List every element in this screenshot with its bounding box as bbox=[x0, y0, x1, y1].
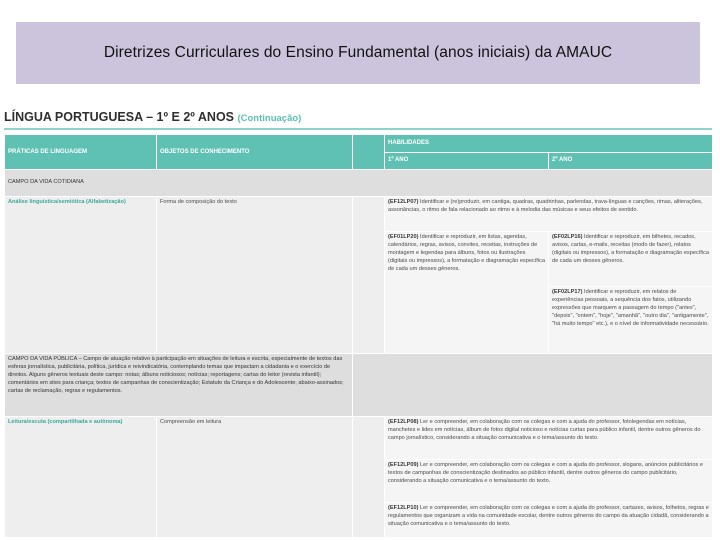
curriculum-table bbox=[4, 134, 713, 538]
col-header-habilidades: HABILIDADES bbox=[385, 135, 713, 153]
section-row bbox=[5, 354, 713, 417]
col-header-ano2: 2º ANO bbox=[549, 152, 713, 170]
habilidade-code: (EF12LP09) bbox=[388, 462, 419, 468]
section-title-cotidiana: CAMPO DA VIDA COTIDIANA bbox=[5, 170, 713, 197]
habilidade-cell-ano2 bbox=[549, 232, 713, 287]
table-row bbox=[5, 417, 713, 460]
pratica-text: Leitura/escuta (compartilhada e autônoma) bbox=[8, 419, 123, 425]
habilidade-text: Ler e compreender, em colaboração com os colegas e com a ajuda do professor, slogans, anúncios publicitários e textos de campanhas de conscientização destinados ao público infantil, dentre outros gêneros do campo publicitário, considerando a situação comunicativa e o tema/assunto do texto. bbox=[388, 462, 703, 484]
slide-title-box bbox=[16, 22, 700, 84]
habilidade-code: (EF01LP20) bbox=[388, 234, 419, 240]
habilidade-cell-ano2 bbox=[549, 287, 713, 354]
habilidade-code: (EF02LP17) bbox=[552, 289, 583, 295]
section-row bbox=[5, 170, 713, 197]
col-header-ano1: 1º ANO bbox=[385, 152, 549, 170]
curriculum-document bbox=[4, 108, 712, 538]
pratica-text: Análise linguística/semiótica (Alfabetização) bbox=[8, 199, 126, 205]
section-title-publica: CAMPO DA VIDA PÚBLICA – Campo de atuação relativo à participação em situações de leitura e escrita, especialmente de textos das esferas jornalística, publicitária, política, jurídica e reivindicatória, contemplando temas que impactam a cidadania e o exercício de direitos. Alguns gêneros textuais deste campo: notas; álbuns noticiosos; notícias; reportagens; cartas do leitor (revista infantil); comentários em sites para criança; textos de campanhas de conscientização; Estatuto da Criança e do Adolescente; abaixo-assinados; cartas de reclamação, regras e regulamentos. bbox=[5, 354, 353, 417]
habilidade-cell bbox=[385, 417, 713, 460]
habilidade-text: Ler e compreender, em colaboração com os colegas e com a ajuda do professor, cartazes, avisos, folhetos, regras e regulamentos que organizam a vida na comunidade escolar, dentre outros gêneros do campo da atuação cidadã, considerando a situação comunicativa e o tema/assunto do texto. bbox=[388, 505, 709, 527]
heading-main: LÍNGUA PORTUGUESA – 1º E 2º ANOS bbox=[4, 110, 234, 124]
habilidade-cell bbox=[385, 197, 713, 232]
section-blank bbox=[353, 354, 713, 417]
objeto-cell: Forma de composição do texto bbox=[157, 197, 353, 354]
habilidade-text: Identificar e reproduzir, em listas, agendas, calendários, regras, avisos, convites, receitas, instruções de montagem e legendas para álbuns, fotos ou ilustrações (digitais ou impressos), a formatação e diagramação específica de cada um desses gêneros. bbox=[388, 234, 546, 272]
col-header-spacer bbox=[353, 135, 385, 170]
habilidade-cell-ano1 bbox=[385, 232, 549, 354]
habilidade-text: Ler e compreender, em colaboração com os colegas e com a ajuda do professor, fotolegendas em notícias, manchetes e lides em notícias, álbum de fotos digital noticioso e notícias curtas para público infantil, dentre outros gêneros do campo jornalístico, considerando a situação comunicativa e o tema/assunto do texto. bbox=[388, 419, 701, 441]
pratica-cell bbox=[5, 197, 157, 354]
objeto-cell: Compreensão em leitura bbox=[157, 417, 353, 538]
slide-title: Diretrizes Curriculares do Ensino Fundamental (anos iniciais) da AMAUC bbox=[103, 44, 613, 61]
habilidade-code: (EF12LP07) bbox=[388, 199, 419, 205]
habilidade-cell bbox=[385, 460, 713, 503]
habilidade-cell bbox=[385, 503, 713, 538]
habilidade-text: Identificar e reproduzir, em bilhetes, recados, avisos, cartas, e-mails, receitas (modo de fazer), relatos (digitais ou impressos), a formatação e diagramação específica de cada um desses gêneros. bbox=[552, 234, 710, 264]
col-header-praticas: PRÁTICAS DE LINGUAGEM bbox=[5, 135, 157, 170]
habilidade-code: (EF12LP08) bbox=[388, 419, 419, 425]
habilidade-code: (EF12LP10) bbox=[388, 505, 419, 511]
pratica-cell bbox=[5, 417, 157, 538]
heading-continuation: (Continuação) bbox=[237, 113, 302, 124]
habilidade-code: (EF02LP16) bbox=[552, 234, 583, 240]
spacer-cell bbox=[353, 417, 385, 538]
document-heading bbox=[4, 108, 712, 126]
heading-accent-line bbox=[4, 128, 712, 130]
habilidade-text: Identificar e (re)produzir, em cantiga, quadras, quadrinhas, parlendas, trava-línguas e canções, rimas, aliterações, assonâncias, o ritmo de fala relacionado ao ritmo e à melodia das músicas e seus efeitos de sentido. bbox=[388, 199, 703, 213]
table-header-row bbox=[5, 135, 713, 153]
table-row bbox=[5, 197, 713, 232]
col-header-objetos: OBJETOS DE CONHECIMENTO bbox=[157, 135, 353, 170]
spacer-cell bbox=[353, 197, 385, 354]
habilidade-text: Identificar e reproduzir, em relatos de experiências pessoais, a sequência dos fatos, utilizando expressões que marquem a passagem do tempo ("antes", "depois", "ontem", "hoje", "amanhã", "outro dia", "antigamente", "há muito tempo" etc.), e o nível de informatividade necessário. bbox=[552, 289, 709, 327]
